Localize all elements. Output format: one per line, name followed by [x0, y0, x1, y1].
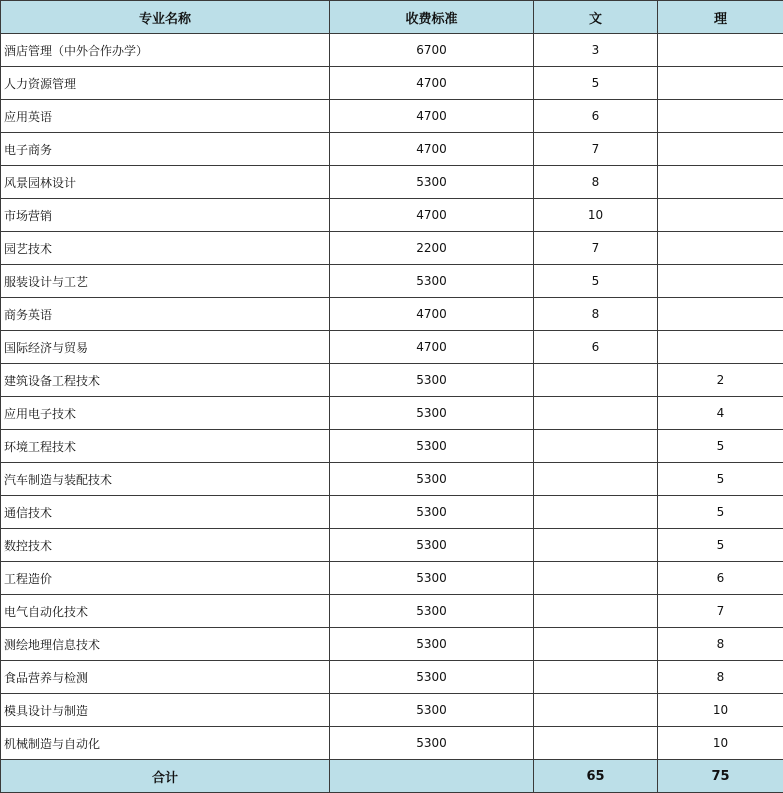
fee-cell: 5300 [330, 562, 534, 595]
table-row [1, 661, 783, 694]
major-name-cell: 测绘地理信息技术 [1, 628, 330, 661]
wen-count-cell: 7 [534, 133, 658, 166]
wen-count-cell: 8 [534, 298, 658, 331]
major-name-cell: 应用电子技术 [1, 397, 330, 430]
header-row [1, 1, 783, 34]
table-row [1, 529, 783, 562]
major-name-cell: 建筑设备工程技术 [1, 364, 330, 397]
fee-cell: 5300 [330, 694, 534, 727]
wen-count-cell [534, 661, 658, 694]
major-name-cell: 汽车制造与装配技术 [1, 463, 330, 496]
table-row [1, 364, 783, 397]
major-name-cell: 应用英语 [1, 100, 330, 133]
wen-count-cell [534, 595, 658, 628]
wen-count-cell: 5 [534, 67, 658, 100]
major-name-cell: 服装设计与工艺 [1, 265, 330, 298]
table-row [1, 595, 783, 628]
fee-cell: 5300 [330, 364, 534, 397]
fee-cell: 4700 [330, 298, 534, 331]
li-count-cell [658, 67, 783, 100]
wen-count-cell [534, 694, 658, 727]
li-count-cell: 10 [658, 694, 783, 727]
major-name-cell: 电子商务 [1, 133, 330, 166]
wen-count-cell: 6 [534, 331, 658, 364]
major-name-cell: 人力资源管理 [1, 67, 330, 100]
fee-cell: 5300 [330, 661, 534, 694]
wen-count-cell: 3 [534, 34, 658, 67]
wen-count-cell: 8 [534, 166, 658, 199]
fee-cell: 4700 [330, 133, 534, 166]
fee-cell: 4700 [330, 331, 534, 364]
major-name-cell: 园艺技术 [1, 232, 330, 265]
wen-count-cell [534, 529, 658, 562]
wen-count-cell: 7 [534, 232, 658, 265]
li-count-cell [658, 166, 783, 199]
fee-cell: 2200 [330, 232, 534, 265]
li-count-cell: 5 [658, 529, 783, 562]
table-row [1, 628, 783, 661]
li-count-cell [658, 100, 783, 133]
major-name-cell: 商务英语 [1, 298, 330, 331]
header-wen: 文 [534, 1, 658, 34]
wen-count-cell [534, 430, 658, 463]
table-row [1, 34, 783, 67]
li-count-cell: 5 [658, 463, 783, 496]
fee-cell: 5300 [330, 595, 534, 628]
major-name-cell: 数控技术 [1, 529, 330, 562]
wen-count-cell [534, 727, 658, 760]
li-count-cell: 2 [658, 364, 783, 397]
total-label: 合计 [1, 760, 330, 793]
li-count-cell [658, 298, 783, 331]
major-name-cell: 工程造价 [1, 562, 330, 595]
major-name-cell: 电气自动化技术 [1, 595, 330, 628]
fee-cell: 5300 [330, 463, 534, 496]
li-count-cell: 4 [658, 397, 783, 430]
wen-count-cell: 6 [534, 100, 658, 133]
wen-count-cell [534, 397, 658, 430]
header-major-name: 专业名称 [1, 1, 330, 34]
fee-cell: 5300 [330, 727, 534, 760]
table-row [1, 199, 783, 232]
table-row [1, 727, 783, 760]
table-row [1, 265, 783, 298]
major-name-cell: 酒店管理（中外合作办学） [1, 34, 330, 67]
header-li: 理 [658, 1, 783, 34]
fee-cell: 5300 [330, 166, 534, 199]
li-count-cell [658, 232, 783, 265]
li-count-cell [658, 331, 783, 364]
li-count-cell: 10 [658, 727, 783, 760]
li-count-cell: 7 [658, 595, 783, 628]
table-row [1, 67, 783, 100]
table-row [1, 298, 783, 331]
major-name-cell: 机械制造与自动化 [1, 727, 330, 760]
fee-cell: 5300 [330, 265, 534, 298]
fee-cell: 5300 [330, 496, 534, 529]
li-count-cell [658, 133, 783, 166]
li-count-cell: 5 [658, 496, 783, 529]
fee-cell: 5300 [330, 529, 534, 562]
table-row [1, 166, 783, 199]
fee-cell: 5300 [330, 628, 534, 661]
table-row [1, 397, 783, 430]
wen-count-cell [534, 496, 658, 529]
li-count-cell [658, 265, 783, 298]
wen-count-cell [534, 463, 658, 496]
wen-count-cell: 5 [534, 265, 658, 298]
fee-cell: 6700 [330, 34, 534, 67]
table-row [1, 562, 783, 595]
major-name-cell: 环境工程技术 [1, 430, 330, 463]
major-name-cell: 模具设计与制造 [1, 694, 330, 727]
major-name-cell: 国际经济与贸易 [1, 331, 330, 364]
total-li: 75 [658, 760, 783, 793]
wen-count-cell: 10 [534, 199, 658, 232]
wen-count-cell [534, 562, 658, 595]
wen-count-cell [534, 628, 658, 661]
li-count-cell: 8 [658, 628, 783, 661]
table-row [1, 430, 783, 463]
li-count-cell: 6 [658, 562, 783, 595]
table-row [1, 694, 783, 727]
fee-cell: 4700 [330, 199, 534, 232]
major-name-cell: 风景园林设计 [1, 166, 330, 199]
table-row [1, 463, 783, 496]
major-name-cell: 食品营养与检测 [1, 661, 330, 694]
table-row [1, 100, 783, 133]
li-count-cell [658, 199, 783, 232]
table-row [1, 232, 783, 265]
total-row [1, 760, 783, 793]
fee-cell: 4700 [330, 67, 534, 100]
table-row [1, 133, 783, 166]
li-count-cell: 8 [658, 661, 783, 694]
fee-cell: 5300 [330, 397, 534, 430]
total-wen: 65 [534, 760, 658, 793]
wen-count-cell [534, 364, 658, 397]
header-fee-standard: 收费标准 [330, 1, 534, 34]
major-name-cell: 市场营销 [1, 199, 330, 232]
fee-cell: 4700 [330, 100, 534, 133]
li-count-cell [658, 34, 783, 67]
table-row [1, 331, 783, 364]
fee-cell: 5300 [330, 430, 534, 463]
table-row [1, 496, 783, 529]
li-count-cell: 5 [658, 430, 783, 463]
major-name-cell: 通信技术 [1, 496, 330, 529]
total-fee [330, 760, 534, 793]
